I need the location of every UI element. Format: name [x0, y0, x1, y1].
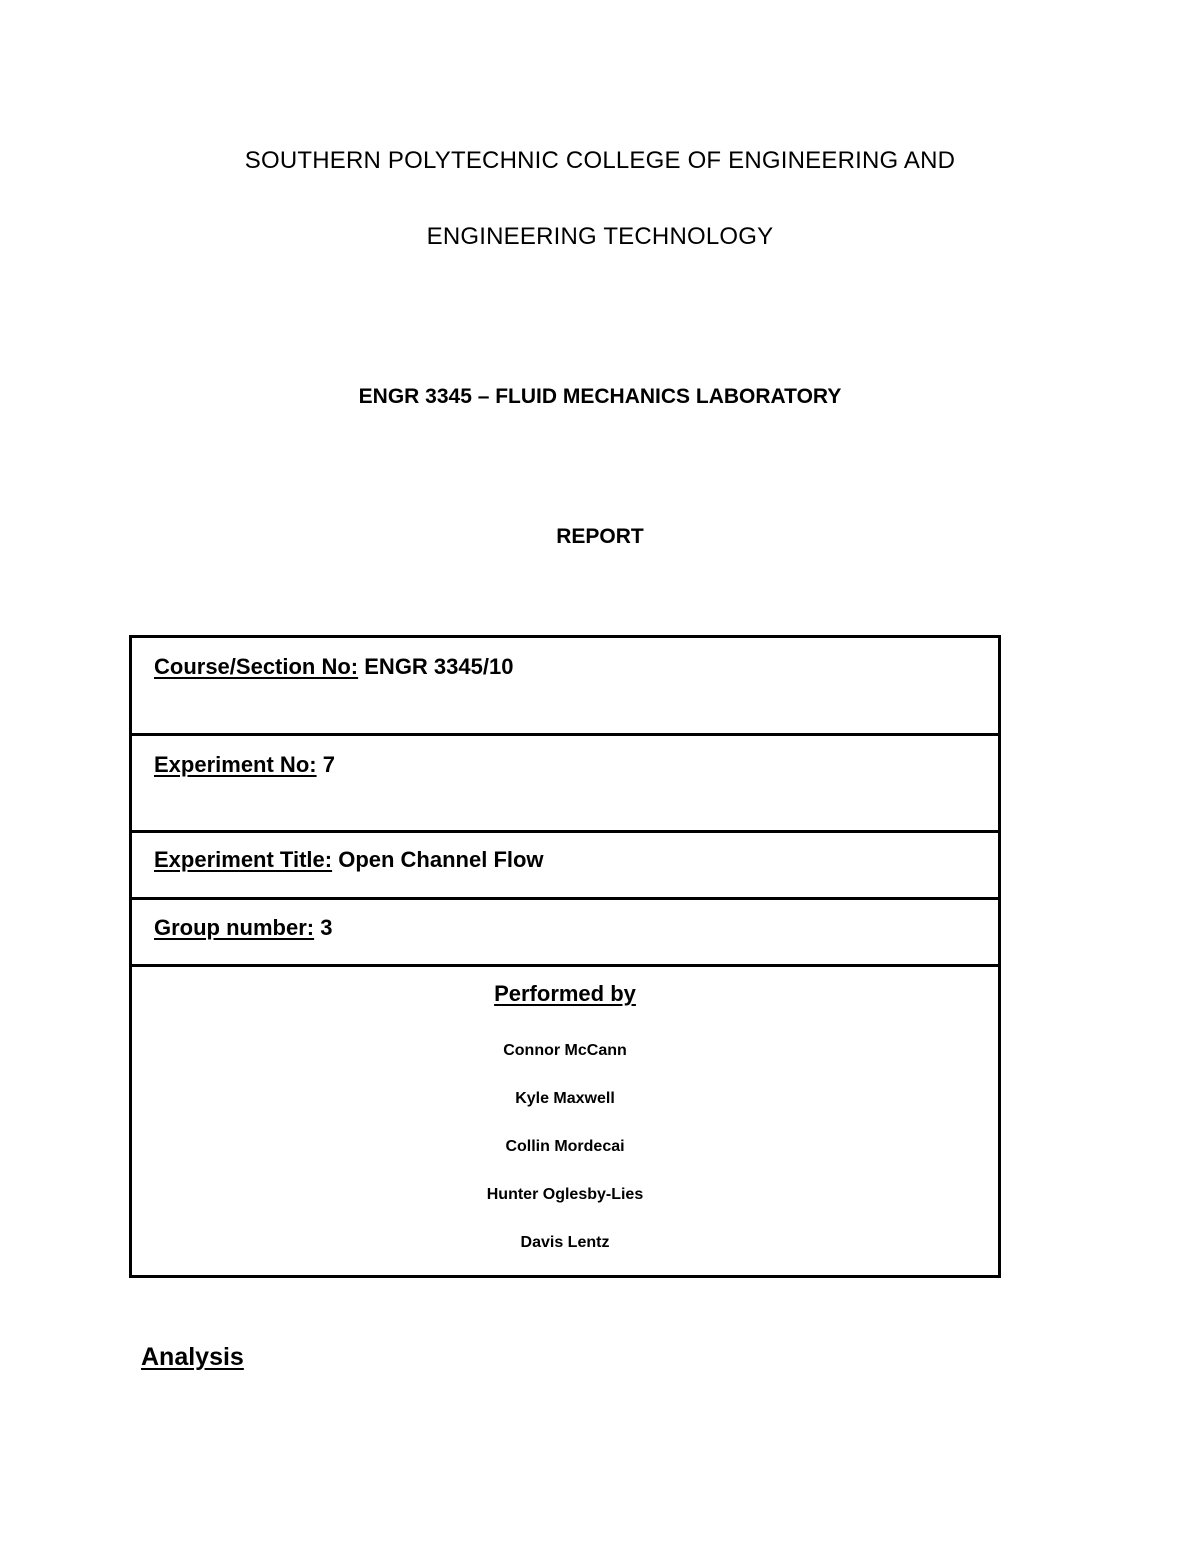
- performed-by-label: Performed by: [494, 981, 636, 1006]
- course-section-label: Course/Section No:: [154, 654, 359, 679]
- experiment-no-row: [132, 736, 998, 833]
- course-section-row: [132, 638, 998, 736]
- experiment-title-field: [154, 847, 544, 873]
- member-name: Hunter Oglesby-Lies: [486, 1186, 644, 1203]
- member-list: [132, 1039, 998, 1279]
- report-info-table: [129, 635, 1001, 1278]
- group-number-label: Group number:: [154, 915, 315, 940]
- experiment-no-field: [154, 752, 335, 778]
- experiment-title-value: Open Channel Flow: [332, 847, 544, 872]
- member-name: Connor McCann: [503, 1042, 627, 1059]
- group-number-value: 3: [314, 915, 333, 940]
- experiment-title-label: Experiment Title:: [154, 847, 333, 872]
- college-title-line-2: ENGINEERING TECHNOLOGY: [426, 223, 774, 250]
- report-label: REPORT: [556, 525, 644, 548]
- member-name: Davis Lentz: [520, 1234, 610, 1251]
- member-name: Kyle Maxwell: [515, 1090, 615, 1107]
- course-section-value: ENGR 3345/10: [358, 654, 514, 679]
- college-title-line-1: SOUTHERN POLYTECHNIC COLLEGE OF ENGINEERING AND: [244, 147, 956, 174]
- member-name: Collin Mordecai: [505, 1138, 625, 1155]
- experiment-title-row: [132, 833, 998, 900]
- experiment-no-label: Experiment No:: [154, 752, 317, 777]
- course-section-field: [154, 654, 513, 680]
- group-number-row: [132, 900, 998, 967]
- course-heading: ENGR 3345 – FLUID MECHANICS LABORATORY: [358, 385, 842, 408]
- performed-by-row: [132, 967, 998, 1275]
- group-number-field: [154, 915, 332, 941]
- experiment-no-value: 7: [316, 752, 335, 777]
- analysis-heading: Analysis: [141, 1343, 244, 1371]
